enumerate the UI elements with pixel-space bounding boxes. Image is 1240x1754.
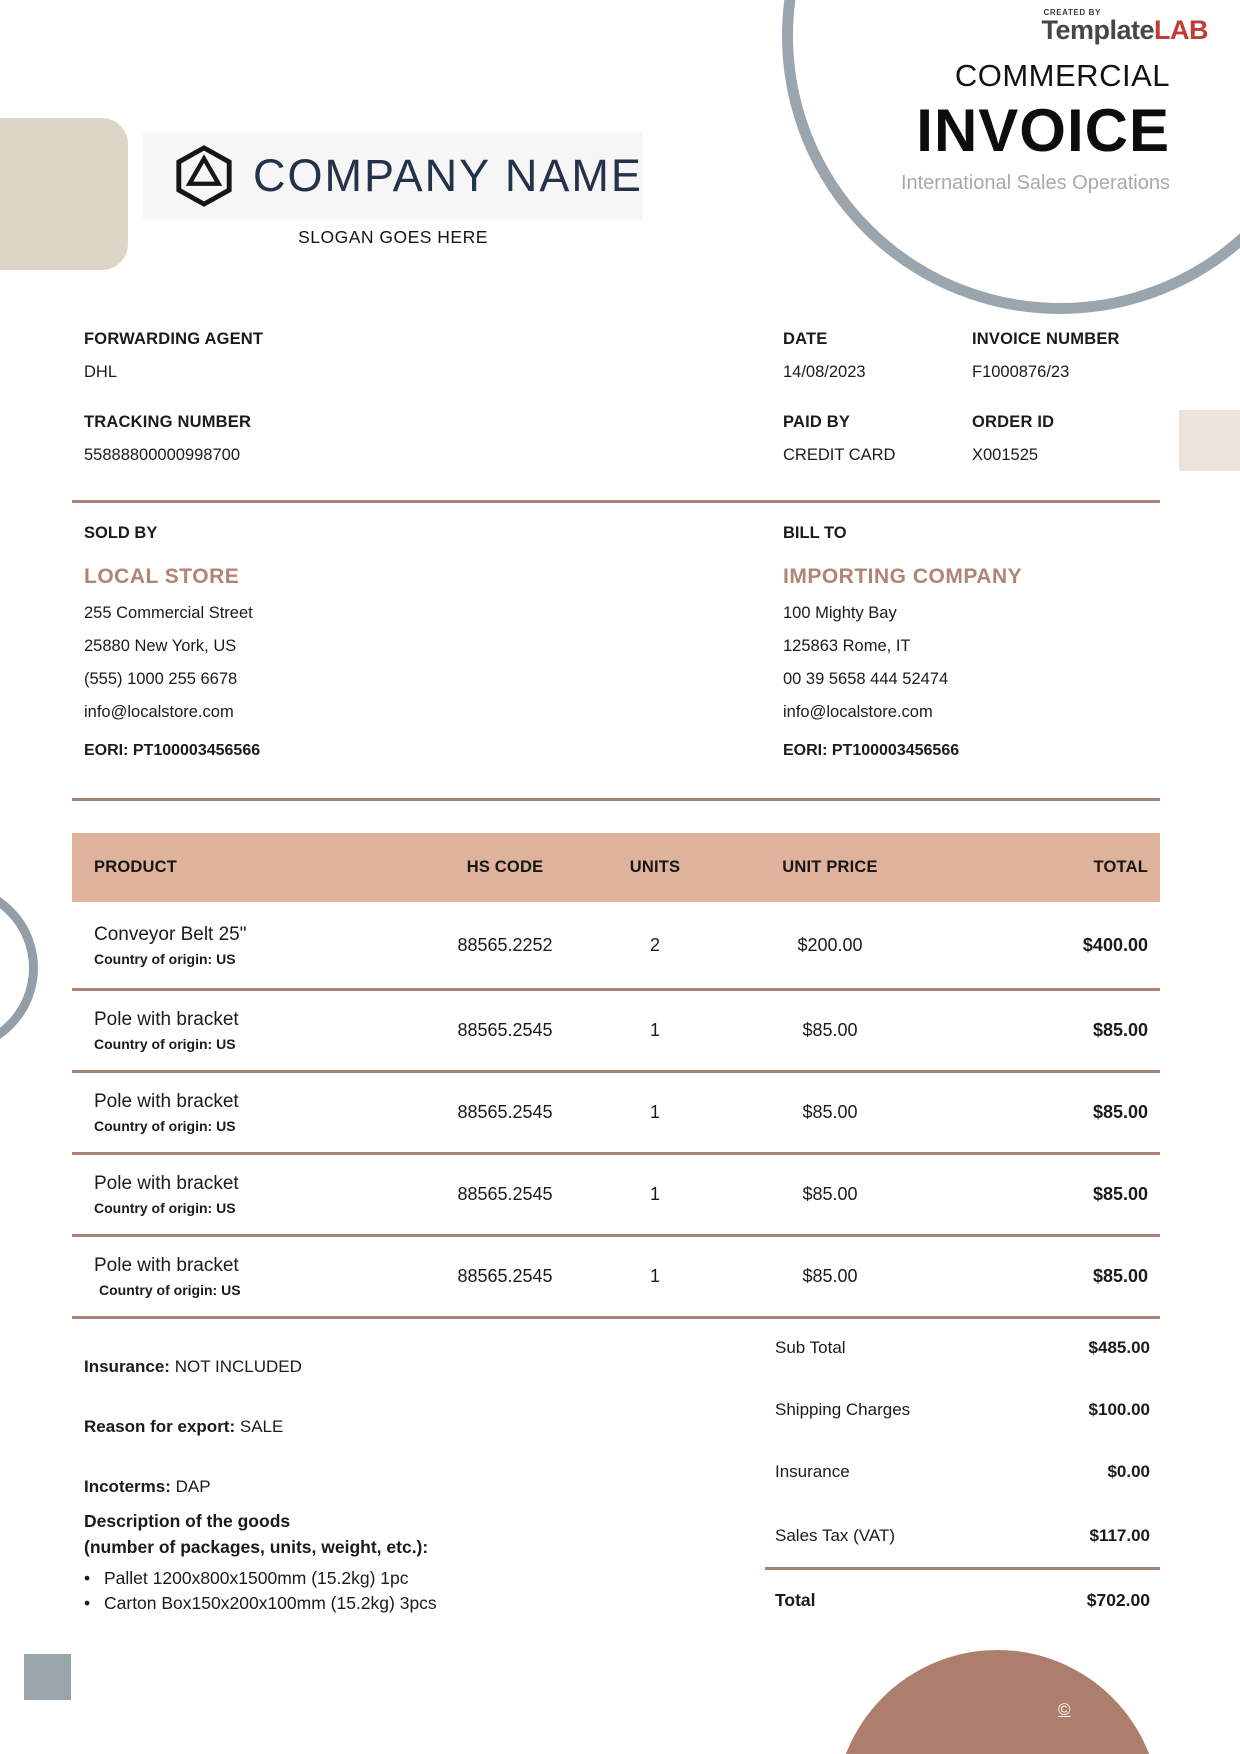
table-row xyxy=(72,1155,1160,1237)
product-name: Pole with bracket xyxy=(94,1173,239,1194)
seller-phone: (555) 1000 255 6678 xyxy=(84,670,238,688)
product-origin: Country of origin: US xyxy=(94,1200,236,1216)
note-label: Reason for export: xyxy=(84,1417,236,1436)
summary-label: Shipping Charges xyxy=(775,1400,911,1419)
table-header-row xyxy=(72,833,1160,902)
decoration-circle-left xyxy=(0,883,38,1053)
doc-subtitle: International Sales Operations xyxy=(900,172,1170,194)
field-value: X001525 xyxy=(972,446,1039,464)
summary-subtotal-row xyxy=(775,1338,1150,1358)
hs-code: 88565.2545 xyxy=(457,1020,553,1040)
note-incoterms xyxy=(84,1477,211,1497)
field-label: TRACKING NUMBER xyxy=(84,413,252,431)
goods-description-bullet: • Pallet 1200x800x1500mm (15.2kg) 1pc xyxy=(84,1566,437,1591)
seller-name: LOCAL STORE xyxy=(84,565,240,588)
total-value: $702.00 xyxy=(1086,1590,1150,1610)
buyer-name: IMPORTING COMPANY xyxy=(783,565,1023,588)
line-total: $85.00 xyxy=(1092,1102,1148,1122)
note-reason-for-export xyxy=(84,1417,283,1437)
field-label: PAID BY xyxy=(783,413,851,431)
summary-insurance-row xyxy=(775,1462,1150,1482)
decoration-beige-rounded-rect xyxy=(0,118,128,270)
summary-value: $485.00 xyxy=(1088,1338,1150,1357)
summary-label: Sales Tax (VAT) xyxy=(775,1526,895,1545)
templatelab-logo xyxy=(1041,8,1208,44)
company-name: COMPANY NAME xyxy=(253,150,643,201)
line-total: $85.00 xyxy=(1092,1266,1148,1286)
goods-description-bullet: • Carton Box150x200x100mm (15.2kg) 3pcs xyxy=(84,1591,437,1616)
doc-type-invoice: INVOICE xyxy=(916,97,1170,164)
table-row xyxy=(72,902,1160,991)
total-label: Total xyxy=(775,1590,816,1610)
goods-description-title-line2: (number of packages, units, weight, etc.): xyxy=(84,1537,429,1557)
sold-by-heading: SOLD BY xyxy=(84,524,158,542)
hs-code: 88565.2545 xyxy=(457,1266,553,1286)
copyright-symbol: © xyxy=(1058,1700,1071,1719)
product-name: Pole with bracket xyxy=(94,1255,239,1276)
units: 1 xyxy=(649,1266,660,1286)
seller-email: info@localstore.com xyxy=(84,703,234,721)
unit-price: $85.00 xyxy=(802,1020,858,1040)
line-total: $400.00 xyxy=(1082,934,1148,955)
product-origin: Country of origin: US xyxy=(99,1282,241,1298)
field-tracking-number xyxy=(84,413,251,465)
summary-value: $117.00 xyxy=(1089,1526,1150,1545)
field-label: DATE xyxy=(783,330,828,348)
doc-type-commercial: COMMERCIAL xyxy=(954,58,1170,93)
note-value: SALE xyxy=(239,1417,284,1436)
bill-to-heading: BILL TO xyxy=(783,524,847,542)
line-items-table xyxy=(72,833,1160,1319)
goods-description-list xyxy=(84,1566,437,1616)
note-value: DAP xyxy=(175,1477,211,1496)
sold-by-block xyxy=(84,524,260,760)
buyer-address-line: 100 Mighty Bay xyxy=(783,604,897,622)
field-date xyxy=(783,330,866,382)
hs-code: 88565.2252 xyxy=(457,934,553,955)
product-origin: Country of origin: US xyxy=(94,1118,236,1134)
column-header-unit-price: UNIT PRICE xyxy=(782,858,878,876)
field-label: INVOICE NUMBER xyxy=(972,330,1120,348)
product-origin: Country of origin: US xyxy=(94,1036,236,1052)
column-header-total: TOTAL xyxy=(1093,858,1148,876)
field-value: DHL xyxy=(84,363,118,381)
goods-description-title xyxy=(84,1508,428,1560)
line-total: $85.00 xyxy=(1092,1184,1148,1204)
field-label: ORDER ID xyxy=(972,413,1055,431)
table-row xyxy=(72,1237,1160,1319)
created-by-label: CREATED BY xyxy=(1043,8,1101,17)
note-value: NOT INCLUDED xyxy=(174,1357,302,1376)
hs-code: 88565.2545 xyxy=(457,1102,553,1122)
unit-price: $200.00 xyxy=(797,934,863,955)
units: 2 xyxy=(649,934,660,955)
goods-description-title-line1: Description of the goods xyxy=(84,1511,291,1531)
field-order-id xyxy=(972,413,1054,465)
field-invoice-number xyxy=(972,330,1120,382)
field-value: 55888800000998700 xyxy=(84,446,241,464)
field-value: CREDIT CARD xyxy=(783,446,896,464)
bill-to-block xyxy=(783,524,1022,760)
seller-address-line: 255 Commercial Street xyxy=(84,604,253,622)
company-slogan: SLOGAN GOES HERE xyxy=(298,227,488,247)
buyer-phone: 00 39 5658 444 52474 xyxy=(783,670,949,688)
buyer-eori: EORI: PT100003456566 xyxy=(783,741,960,759)
section-divider xyxy=(72,798,1160,801)
units: 1 xyxy=(649,1102,660,1122)
product-name: Pole with bracket xyxy=(94,1091,239,1112)
table-row xyxy=(72,1073,1160,1155)
summary-shipping-row xyxy=(775,1400,1150,1420)
summary-total-row xyxy=(775,1590,1150,1611)
decoration-brown-dome xyxy=(835,1650,1160,1754)
units: 1 xyxy=(649,1020,660,1040)
field-value: F1000876/23 xyxy=(972,363,1070,381)
summary-value: $0.00 xyxy=(1107,1462,1150,1481)
table-row xyxy=(72,991,1160,1073)
field-forwarding-agent xyxy=(84,330,263,382)
company-header xyxy=(143,132,643,220)
templatelab-wordmark: TemplateLAB xyxy=(1041,15,1208,45)
document-title-block xyxy=(901,58,1170,195)
summary-value: $100.00 xyxy=(1088,1400,1150,1419)
note-insurance xyxy=(84,1357,302,1377)
decoration-beige-square xyxy=(1179,410,1240,471)
field-label: FORWARDING AGENT xyxy=(84,330,264,348)
hexagon-knot-icon xyxy=(173,145,235,207)
line-total: $85.00 xyxy=(1092,1020,1148,1040)
unit-price: $85.00 xyxy=(802,1266,858,1286)
buyer-email: info@localstore.com xyxy=(783,703,933,721)
units: 1 xyxy=(649,1184,660,1204)
buyer-address-line: 125863 Rome, IT xyxy=(783,637,911,655)
note-label: Insurance: xyxy=(84,1357,170,1376)
summary-label: Sub Total xyxy=(775,1338,846,1357)
unit-price: $85.00 xyxy=(802,1184,858,1204)
summary-tax-row xyxy=(775,1526,1150,1546)
column-header-product: PRODUCT xyxy=(94,858,177,876)
product-name: Conveyor Belt 25" xyxy=(94,923,247,945)
section-divider xyxy=(72,500,1160,503)
column-header-hs-code: HS CODE xyxy=(466,858,544,876)
decoration-gray-square xyxy=(24,1654,71,1700)
summary-label: Insurance xyxy=(775,1462,850,1481)
seller-eori: EORI: PT100003456566 xyxy=(84,741,261,759)
note-label: Incoterms: xyxy=(84,1477,171,1496)
product-origin: Country of origin: US xyxy=(94,950,236,967)
seller-address-line: 25880 New York, US xyxy=(84,637,237,655)
field-value: 14/08/2023 xyxy=(783,363,866,381)
column-header-units: UNITS xyxy=(629,858,681,876)
total-divider xyxy=(765,1567,1160,1570)
unit-price: $85.00 xyxy=(802,1102,858,1122)
product-name: Pole with bracket xyxy=(94,1009,239,1030)
field-paid-by xyxy=(783,413,895,465)
hs-code: 88565.2545 xyxy=(457,1184,553,1204)
